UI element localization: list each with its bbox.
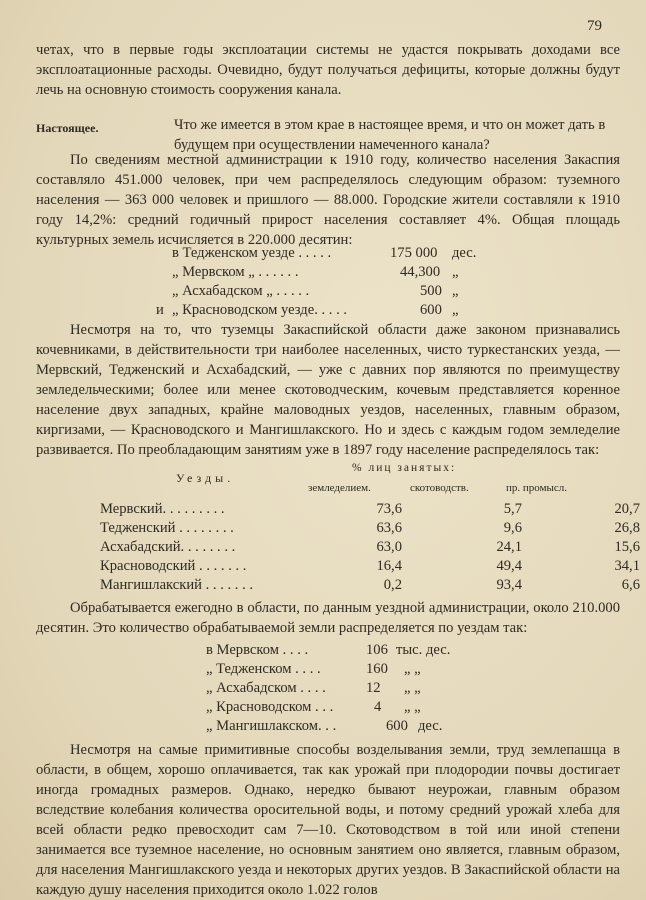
paragraph-2 <box>36 150 620 250</box>
land-list-row <box>150 244 510 263</box>
table-cell: 63,6 <box>376 520 402 536</box>
table-row <box>100 557 640 576</box>
land-name: „ Асхабадском „ . . . . . <box>172 283 310 299</box>
table-cell-name: Красноводский . . . . . . . <box>100 558 247 574</box>
land-value: 175 000 <box>390 245 438 261</box>
cult-name: „ Мангишлакском. . . <box>206 718 337 734</box>
table-header-percent: % лиц занятых: <box>352 462 457 474</box>
land-list-row <box>150 263 510 282</box>
table-col-header: пр. промысл. <box>506 482 568 494</box>
paragraph-4 <box>36 598 620 638</box>
table-cell: 16,4 <box>376 558 402 574</box>
table-cell: 24,1 <box>496 539 522 555</box>
land-unit: „ <box>452 283 459 299</box>
cultivated-list <box>206 641 506 736</box>
table-cell: 20,7 <box>614 501 640 517</box>
table-header-uezd: Уезды. <box>176 471 235 485</box>
table-cell: 26,8 <box>614 520 640 536</box>
land-name: „ Мервском „ . . . . . . <box>172 264 299 280</box>
land-list <box>150 244 510 320</box>
cult-value: 600 <box>386 718 408 734</box>
cult-list-row <box>206 717 506 736</box>
land-unit: дес. <box>452 245 477 261</box>
table-cell: 73,6 <box>376 501 402 517</box>
question-paragraph <box>174 115 614 155</box>
table-cell: 49,4 <box>496 558 522 574</box>
question-text: Что же имеется в этом крае в настоящее время, и что он может дать в будущем при осуществлении намеченного канала? <box>174 117 606 153</box>
cult-name: „ Красноводском . . . <box>206 699 334 715</box>
table-cell: 34,1 <box>614 558 640 574</box>
land-value: 600 <box>420 302 442 318</box>
cult-list-row <box>206 679 506 698</box>
table-col-header: скотоводств. <box>410 482 469 494</box>
cult-unit: „ „ <box>404 699 421 715</box>
paragraph-2-text: По сведениям местной администрации к 1910 году, количество населения Закаспия составляло 451.000 человек, при чем распределялось следующим образом: туземного населения — 363 000 человек и пришлого — 88.000. Городские жители составляли к 1910 году 14,2%: средний годичный прирост населения составляет 4%. Общая площадь культурных земель исчисляется в 220.000 десятин: <box>36 152 620 248</box>
cult-value: 12 <box>366 680 381 696</box>
land-name: в Тедженском уезде . . . . . <box>172 245 332 261</box>
paragraph-5-text: Несмотря на самые примитивные способы возделывания земли, труд землепашца в области, в общем, хорошо оплачивается, так как урожай при плодородии почвы достигает иногда громадных размеров. Однако, нередко бывают неурожаи, главным образом вследствие колебания количества оросительной воды, и потому средний урожай хлеба для всей области редко превосходит сам 7—10. Скотоводством в той или иной степени занимается все туземное население, но основным занятием оно является, главным образом, для населения Мангишлакского уезда и некоторых других уездов. В Закаспийской области на каждую душу населения приходится около 1.022 голов <box>36 742 620 898</box>
paragraph-3-text: Несмотря на то, что туземцы Закаспийской области даже законом признавались кочевниками, в действительности три наиболее населенных, чисто туркестанских уезда, — Мервский, Тедженский и Асхабадский, — уже с давних пор являются по преимуществу земледельческими; более или менее скотоводческим, кочевым представляется коренное население двух западных, крайне маловодных уездов, населенных, главным образом, киргизами, — Красноводского и Мангишлакского. Но и здесь с каждым годом земледелие развивается. По преобладающим занятиям уже в 1897 году население распределялось так: <box>36 322 620 458</box>
cult-value: 106 <box>366 642 388 658</box>
paragraph-5 <box>36 740 620 900</box>
table-row <box>100 538 640 557</box>
table-row <box>100 500 640 519</box>
side-note: Настоящее. <box>36 121 99 135</box>
table-cell-name: Мангишлакский . . . . . . . <box>100 577 254 593</box>
table-cell: 5,7 <box>503 501 522 517</box>
table-cell: 0,2 <box>383 577 402 593</box>
cult-name: „ Асхабадском . . . . <box>206 680 326 696</box>
cult-name: „ Тедженском . . . . <box>206 661 321 677</box>
occupation-table <box>100 500 640 595</box>
cult-unit: „ „ <box>404 661 421 677</box>
paragraph-4-text: Обрабатывается ежегодно в области, по данным уездной администрации, около 210.000 десятин. Это количество обрабатываемой земли распределяется по уездам так: <box>36 600 620 636</box>
page-number: 79 <box>587 18 602 34</box>
table-col-header: земледелием. <box>308 482 371 494</box>
table-cell: 93,4 <box>496 577 522 593</box>
table-cell-name: Мервский. . . . . . . . . <box>100 501 225 517</box>
land-list-row <box>150 301 510 320</box>
table-row <box>100 519 640 538</box>
cult-list-row <box>206 641 506 660</box>
table-cell: 15,6 <box>614 539 640 555</box>
paragraph-1-text: четах, что в первые годы эксплоатации системы не удастся покрывать доходами все эксплоатационные расходы. Очевидно, будут получаться дефициты, которые должны будут лечь на основную стоимость сооружения канала. <box>36 42 620 98</box>
land-value: 44,300 <box>400 264 441 280</box>
table-cell-name: Асхабадский. . . . . . . . <box>100 539 236 555</box>
land-list-row <box>150 282 510 301</box>
cult-value: 4 <box>374 699 382 715</box>
cult-list-row <box>206 698 506 717</box>
table-cell: 6,6 <box>621 577 640 593</box>
paragraph-3 <box>36 320 620 460</box>
land-value: 500 <box>420 283 442 299</box>
cult-list-row <box>206 660 506 679</box>
cult-unit: тыс. дес. <box>396 642 451 658</box>
table-row <box>100 576 640 595</box>
cult-value: 160 <box>366 661 388 677</box>
table-cell: 9,6 <box>503 520 522 536</box>
paragraph-1 <box>36 40 620 100</box>
table-cell: 63,0 <box>376 539 402 555</box>
cult-unit: „ „ <box>404 680 421 696</box>
land-unit: „ <box>452 264 459 280</box>
cult-unit: дес. <box>418 718 443 734</box>
land-prefix: и <box>156 302 164 318</box>
table-cell-name: Тедженский . . . . . . . . <box>100 520 234 536</box>
land-name: „ Красноводском уезде. . . . . <box>172 302 348 318</box>
land-unit: „ <box>452 302 459 318</box>
cult-name: в Мервском . . . . <box>206 642 309 658</box>
